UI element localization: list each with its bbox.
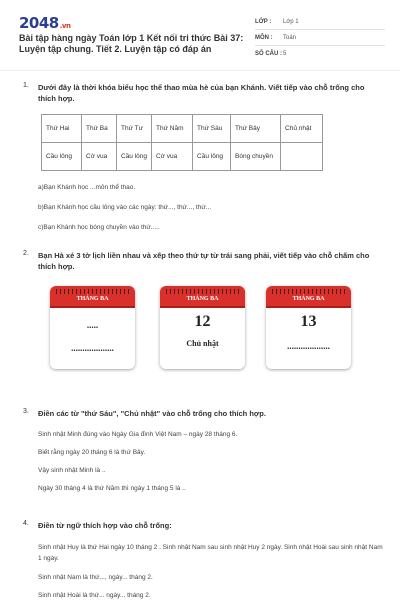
question-3 [23,408,383,493]
calendar-header [266,286,351,308]
calendar-rings [56,289,129,294]
calendar-sheet [50,286,135,369]
question-number: 2. [23,250,29,257]
question-number: 3. [23,408,29,415]
answer-line: b)Bạn Khánh học cầu lông vào các ngày: thứ..., thứ..., thứ... [38,204,212,211]
table-cell: Cầu lông [117,143,152,171]
meta-box [255,14,385,62]
calendar-month: THÁNG BA [292,296,325,302]
meta-row-class [255,14,385,30]
text-line: Biết rằng ngày 20 tháng 6 là thứ Bảy. [38,449,146,456]
table-cell: Thứ Năm [152,115,193,143]
text-line: Sinh nhật Huy là thứ Hai ngày 10 tháng 2 . Sinh nhật Nam sau sinh nhật Huy 2 ngày. Sinh nhật Hoài sau sinh nhật Nam 1 ngày. [38,544,383,562]
timetable [41,114,323,171]
question-text: Điền các từ "thứ Sáu", "Chủ nhật" vào chỗ trống cho thích hợp. [38,409,266,418]
table-cell: Thứ Hai [42,115,82,143]
table-cell: Thứ Ba [82,115,117,143]
calendar-header [160,286,245,308]
table-cell: Cầu lông [193,143,231,171]
calendar-weekday: Chủ nhật [186,339,219,348]
header-divider [0,70,400,71]
calendar-weekday: ................... [287,341,330,351]
meta-label: LỚP : [255,18,272,25]
calendar-month: THÁNG BA [76,296,109,302]
question-text: Bạn Hà xé 3 tờ lịch liền nhau và xếp theo thứ tự từ trái sang phải, viết tiếp vào chỗ chấm cho thích hợp. [38,251,370,271]
meta-row-count [255,46,385,62]
meta-value: Toán [283,34,297,41]
meta-value: Lớp 1 [283,18,299,25]
table-cell [281,143,323,171]
logo-domain: .vn [59,22,71,30]
text-line: Sinh nhật Minh đúng vào Ngày Gia đình Việt Nam – ngày 28 tháng 6. [38,431,238,438]
calendar-header [50,286,135,308]
calendar-day: 12 [194,313,211,330]
meta-row-subject [255,30,385,46]
table-cell: Bóng chuyền [231,143,281,171]
table-cell: Chủ nhật [281,115,323,143]
meta-value: 5 [283,51,287,57]
meta-label: MÔN : [255,34,273,41]
calendar-month: THÁNG BA [186,296,219,302]
document-header [0,0,400,70]
text-line: Sinh nhật Nam là thứ..., ngày... tháng 2. [38,574,153,581]
question-number: 4. [23,520,29,527]
question-number: 1. [23,82,29,89]
table-cell: Cầu lông [42,143,82,171]
table-cell: Cờ vua [82,143,117,171]
calendar-day: ..... [86,320,99,330]
answer-line: c)Bạn Khánh học bóng chuyền vào thứ..... [38,224,160,231]
page-title: Bài tập hàng ngày Toán lớp 1 Kết nối tri thức Bài 37: Luyện tập chung. Tiết 2. Luyện tập có đáp án [19,33,244,54]
calendar-weekday: ................... [71,343,114,353]
table-cell: Thứ Tư [117,115,152,143]
calendar-sheet [266,286,351,369]
question-1 [23,82,383,232]
question-2 [23,250,383,376]
question-text: Điền từ ngữ thích hợp vào chỗ trống: [38,521,172,530]
calendar-rings [272,289,345,294]
calendar-day: 13 [300,313,317,330]
table-cell: Thứ Bảy [231,115,281,143]
site-logo[interactable] [19,14,70,32]
answer-line: a)Bạn Khánh học ...môn thể thao. [38,184,136,191]
calendar-rings [166,289,239,294]
table-cell: Thứ Sáu [193,115,231,143]
table-row [42,115,323,143]
question-4 [23,520,383,600]
text-line: Ngày 30 tháng 4 là thứ Năm thì ngày 1 tháng 5 là .. [38,485,186,492]
logo-text: 2048 [19,14,59,32]
question-text: Dưới đây là thời khóa biểu học thể thao mùa hè của bạn Khánh. Viết tiếp vào chỗ trống cho thích hợp. [38,83,365,103]
calendar-group [50,286,383,376]
meta-label: SỐ CÂU : [255,51,282,57]
text-line: Vậy sinh nhật Minh là .. [38,467,106,474]
text-line: Sinh nhật Hoài là thứ... ngày... tháng 2. [38,592,151,599]
table-row [42,143,323,171]
calendar-sheet [160,286,245,369]
table-cell: Cờ vua [152,143,193,171]
